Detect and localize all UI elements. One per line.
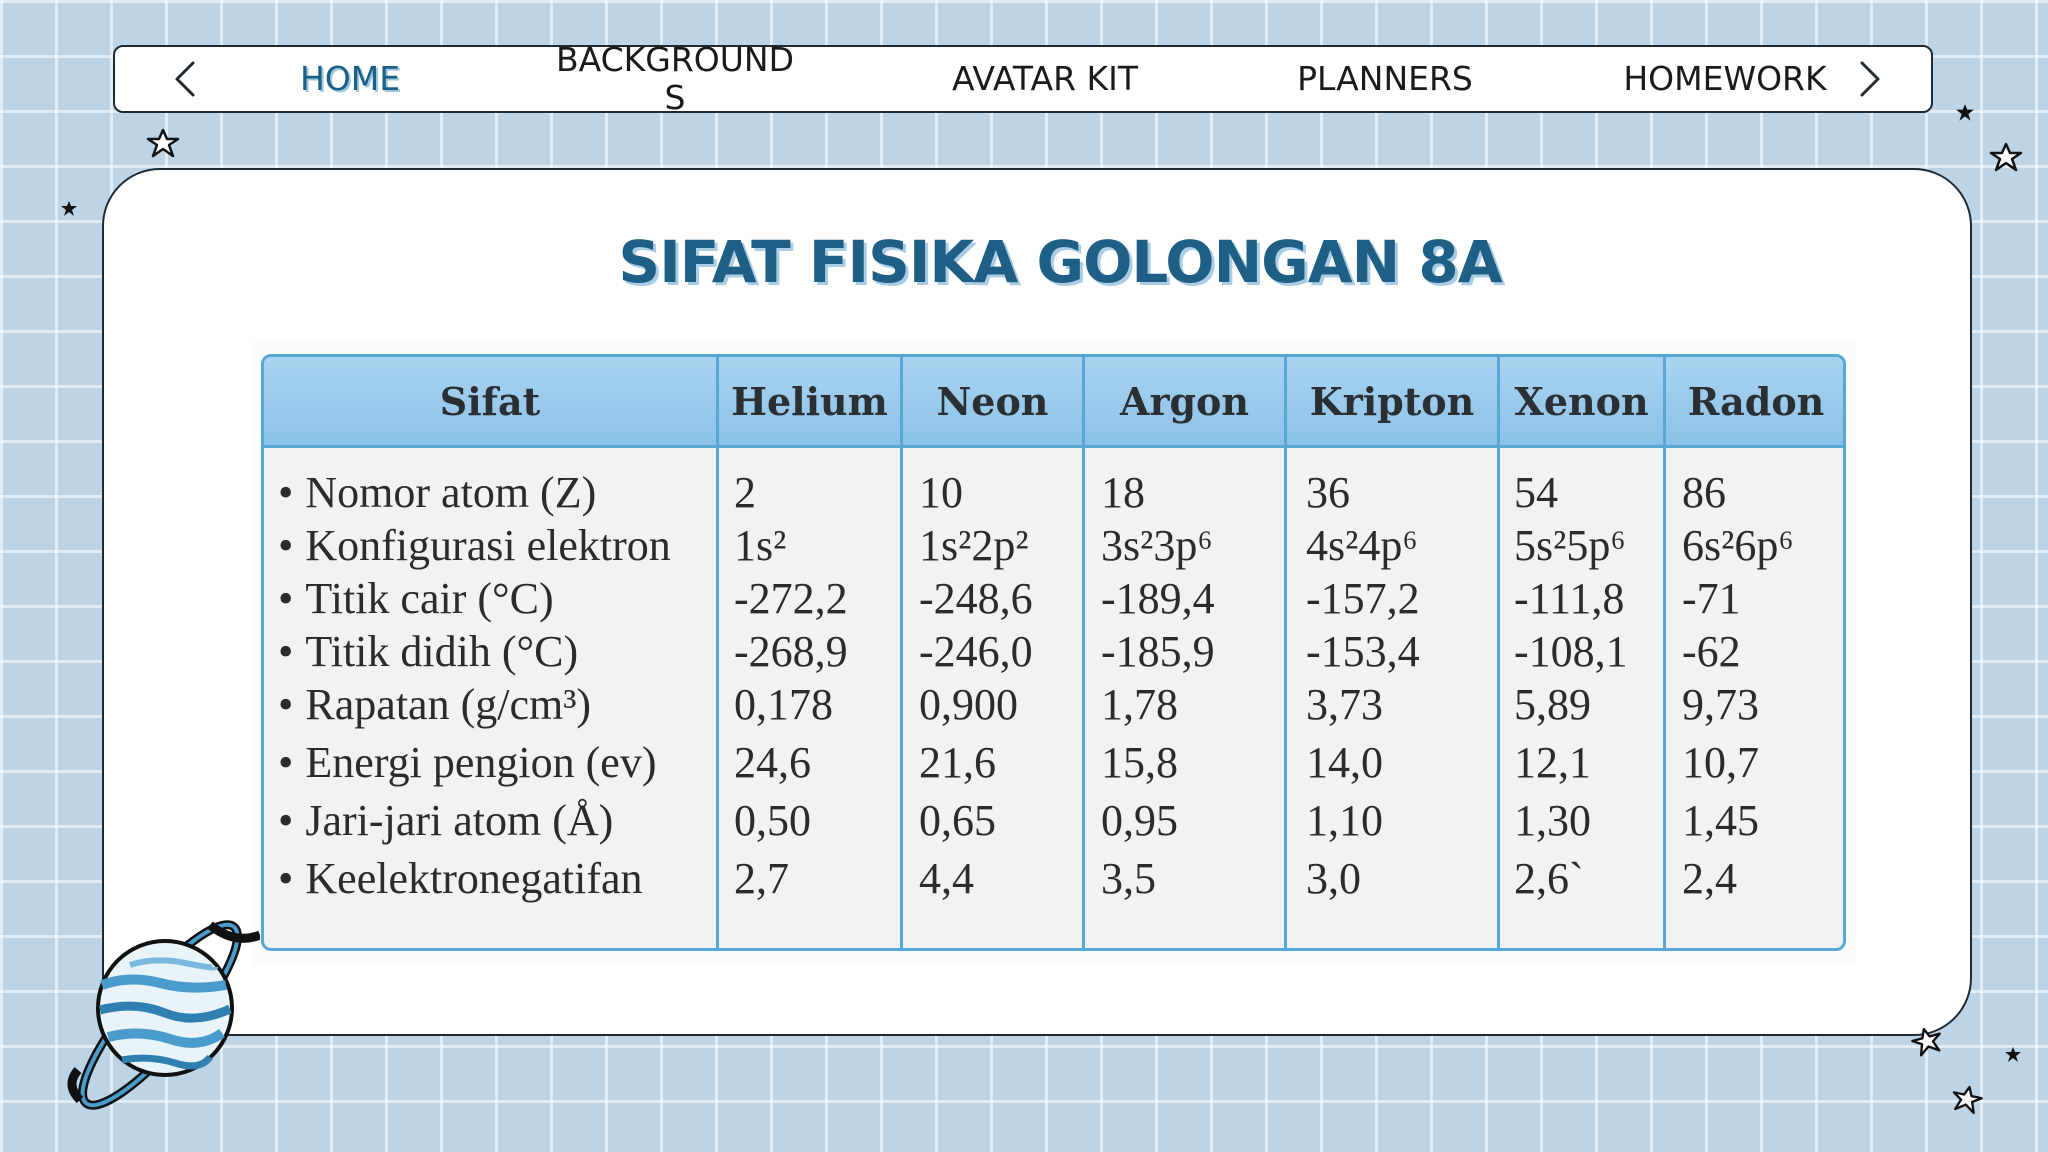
column-divider — [1663, 357, 1666, 948]
chevron-left-icon — [165, 57, 205, 101]
properties-table-image — [251, 340, 1856, 965]
table-cell: -246,0 — [919, 627, 1033, 676]
table-cell: 2,6` — [1514, 854, 1584, 903]
table-cell: 5s²5p⁶ — [1514, 521, 1626, 570]
table-cell: 1s²2p² — [919, 521, 1029, 570]
table-cell: 5,89 — [1514, 680, 1591, 729]
header-cell: Sifat — [439, 378, 541, 424]
table-cell: -185,9 — [1101, 627, 1215, 676]
header-cell: Helium — [731, 378, 888, 424]
row-label-text: Rapatan (g/cm³) — [305, 680, 592, 729]
nav-item-home[interactable] — [265, 47, 435, 111]
nav-item-avatar-kit[interactable] — [915, 47, 1175, 111]
nav-bar — [113, 40, 1933, 117]
table-cell: -153,4 — [1306, 627, 1420, 676]
properties-table — [261, 354, 1846, 951]
table-cell: 1,10 — [1306, 796, 1383, 845]
row-label — [278, 467, 596, 519]
nav-item-label: PLANNERS — [1297, 59, 1473, 98]
table-cell: 86 — [1682, 468, 1726, 517]
table-cell: -268,9 — [734, 627, 848, 676]
table-cell: 18 — [1101, 468, 1145, 517]
row-label-text: Titik didih (°C) — [305, 627, 579, 676]
bullet-icon: • — [278, 680, 294, 729]
nav-item-label: HOMEWORK — [1623, 59, 1827, 98]
planet-icon — [60, 905, 260, 1115]
bullet-icon: • — [278, 521, 294, 570]
header-cell: Xenon — [1514, 378, 1649, 424]
row-label — [278, 626, 578, 678]
table-cell: -108,1 — [1514, 627, 1628, 676]
row-label — [278, 853, 643, 905]
row-label — [278, 520, 671, 572]
table-cell: 4s²4p⁶ — [1306, 521, 1418, 570]
table-cell: 0,50 — [734, 796, 811, 845]
header-cell: Kripton — [1309, 378, 1475, 424]
star-icon — [1947, 1079, 1987, 1119]
table-cell: 1,78 — [1101, 680, 1178, 729]
table-cell: 2,7 — [734, 854, 789, 903]
row-label — [278, 573, 554, 625]
table-cell: 1s² — [734, 521, 787, 570]
table-cell: 36 — [1306, 468, 1350, 517]
table-cell: -111,8 — [1514, 574, 1625, 623]
star-icon — [1955, 103, 1975, 123]
table-cell: -248,6 — [919, 574, 1033, 623]
table-cell: -189,4 — [1101, 574, 1215, 623]
header-cell: Radon — [1687, 378, 1825, 424]
nav-item-label: AVATAR KIT — [951, 59, 1139, 98]
header-cell: Argon — [1119, 378, 1250, 424]
table-cell: 3,5 — [1101, 854, 1156, 903]
table-cell: 2 — [734, 468, 756, 517]
table-cell: 2,4 — [1682, 854, 1737, 903]
star-icon — [145, 128, 181, 158]
header-cell: Neon — [936, 378, 1049, 424]
bullet-icon: • — [278, 574, 294, 623]
table-cell: -62 — [1682, 627, 1741, 676]
nav-item-backgrounds[interactable] — [555, 40, 795, 117]
row-label-text: Konfigurasi elektron — [305, 521, 671, 570]
column-divider — [900, 357, 903, 948]
table-cell: 0,900 — [919, 680, 1018, 729]
nav-item-homework[interactable] — [1595, 47, 1855, 111]
table-cell: 6s²6p⁶ — [1682, 521, 1794, 570]
column-divider — [1497, 357, 1500, 948]
nav-item-planners[interactable] — [1265, 47, 1505, 111]
table-cell: 3s²3p⁶ — [1101, 521, 1213, 570]
table-cell: 4,4 — [919, 854, 974, 903]
row-label-text: Keelektronegatifan — [305, 854, 643, 903]
table-cell: 21,6 — [919, 738, 996, 787]
table-cell: 54 — [1514, 468, 1558, 517]
table-cell: 3,0 — [1306, 854, 1361, 903]
table-cell: 0,65 — [919, 796, 996, 845]
star-icon — [2004, 1046, 2022, 1064]
row-label — [278, 737, 656, 789]
row-label-text: Jari-jari atom (Å) — [305, 796, 614, 845]
table-cell: 10 — [919, 468, 963, 517]
column-divider — [1284, 357, 1287, 948]
table-cell: -272,2 — [734, 574, 848, 623]
bullet-icon: • — [278, 627, 294, 676]
slide-title: SIFAT FISIKA GOLONGAN 8A — [618, 228, 1502, 296]
bullet-icon: • — [278, 468, 294, 517]
table-cell: 1,30 — [1514, 796, 1591, 845]
table-cell: 3,73 — [1306, 680, 1383, 729]
star-icon — [1988, 140, 2024, 174]
bullet-icon: • — [278, 854, 294, 903]
column-divider — [1082, 357, 1085, 948]
table-cell: 14,0 — [1306, 738, 1383, 787]
next-button[interactable] — [1850, 57, 1890, 101]
bullet-icon: • — [278, 796, 294, 845]
table-cell: 24,6 — [734, 738, 811, 787]
row-label-text: Titik cair (°C) — [305, 574, 554, 623]
row-label — [278, 679, 591, 731]
row-label-text: Energi pengion (ev) — [305, 738, 657, 787]
prev-button[interactable] — [165, 57, 205, 101]
table-cell: 9,73 — [1682, 680, 1759, 729]
table-cell: 0,95 — [1101, 796, 1178, 845]
table-cell: 0,178 — [734, 680, 833, 729]
table-cell: 1,45 — [1682, 796, 1759, 845]
row-label — [278, 795, 613, 847]
table-cell: -71 — [1682, 574, 1741, 623]
table-cell: 12,1 — [1514, 738, 1591, 787]
nav-item-label: HOME — [299, 59, 401, 98]
star-icon — [60, 200, 78, 218]
column-divider — [716, 357, 719, 948]
nav-item-label: BACKGROUND S — [555, 40, 795, 117]
table-cell: 10,7 — [1682, 738, 1759, 787]
table-cell: 15,8 — [1101, 738, 1178, 787]
table-cell: -157,2 — [1306, 574, 1420, 623]
chevron-right-icon — [1850, 57, 1890, 101]
row-label-text: Nomor atom (Z) — [305, 468, 597, 517]
bullet-icon: • — [278, 738, 294, 787]
